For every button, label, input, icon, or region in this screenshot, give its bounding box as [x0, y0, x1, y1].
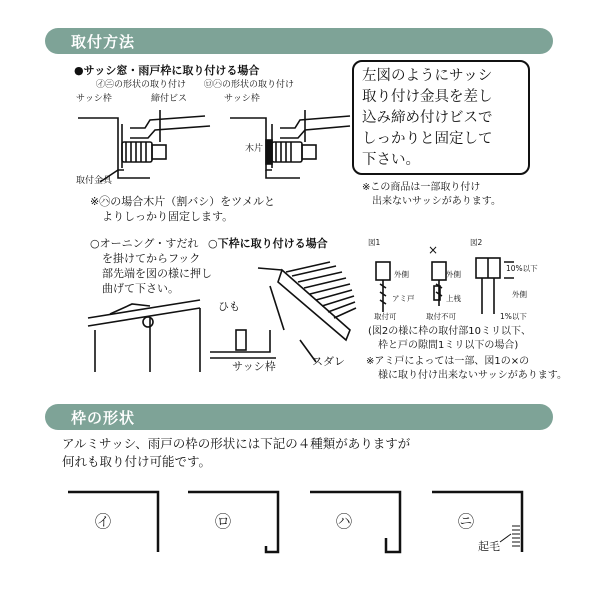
- frame-shape-desc-line-2: 何れも取り付け可能です。: [62, 454, 212, 469]
- awning-note-line-4: 曲げて下さい。: [102, 282, 179, 295]
- screen-door-label: アミ戸: [392, 294, 415, 303]
- wood-label: 木片: [245, 144, 264, 154]
- sash-frame-label-3: サッシ枠: [232, 360, 276, 373]
- lower-frame-heading: ○下枠に取り付ける場合: [208, 237, 328, 250]
- awning-note-line-1: ○オーニング・すだれ: [90, 237, 199, 250]
- instruction-line-1: 左図のようにサッシ: [362, 68, 493, 84]
- outside-label-2: 外側: [446, 270, 461, 279]
- instruction-line-2: 取り付け金具を差し: [362, 89, 493, 105]
- 1mm-label: 1%以下: [500, 312, 527, 321]
- awning-note-line-3: 部先端を図の様に押し: [102, 267, 212, 280]
- frame-shape-ni: [432, 492, 522, 552]
- outside-label-1: 外側: [394, 270, 409, 279]
- section-title-install: 取付方法: [71, 33, 136, 51]
- shape-label-ha: ㋩: [336, 512, 353, 531]
- fig2-note-line-1: (図2の様に枠の取付部10ミリ以下、: [368, 326, 531, 337]
- string-label: ひも: [218, 300, 240, 313]
- section-title-frame-shape: 枠の形状: [71, 409, 136, 427]
- awning-note-line-2: を掛けてからフック: [102, 252, 201, 265]
- fig2-title: 図2: [470, 238, 483, 247]
- frame-shape-ha: [310, 492, 400, 552]
- shape-label-ni: ㋥: [458, 512, 475, 531]
- instruction-line-5: 下さい。: [362, 152, 420, 168]
- bracket-label: 取付金具: [76, 176, 113, 186]
- frame-shape-desc-line-1: アルミサッシ、雨戸の枠の形状には下記の４種類がありますが: [62, 436, 411, 451]
- shape-label-ro: ㋺: [215, 512, 232, 531]
- sudare-label: スダレ: [312, 355, 345, 368]
- screen-note-line-1: ※アミ戸によっては一部、図1の×の: [366, 356, 530, 367]
- screw-label: 締付ビス: [151, 94, 188, 104]
- wood-note-line-2: よりしっかり固定します。: [102, 210, 234, 223]
- shape-label-i: ㋑: [95, 512, 112, 531]
- wood-note-line-1: ※㋩の場合木片（割バシ）をツメルと: [90, 195, 275, 208]
- fig1-ng-mark: ×: [428, 243, 439, 257]
- outside-label-3: 外側: [512, 290, 527, 299]
- frame-shape-ro: [188, 492, 278, 552]
- install-heading: ●サッシ窓・雨戸枠に取り付ける場合: [74, 64, 260, 77]
- ng-label: 取付不可: [426, 312, 456, 321]
- unfit-note-line-2: 出来ないサッシがあります。: [372, 196, 501, 207]
- case-ro-label: ㋺㋩の形状の取り付け: [204, 80, 295, 90]
- sash-frame-label-2: サッシ枠: [224, 94, 260, 104]
- 10mm-label: 10%以下: [506, 264, 538, 273]
- fig1-title: 図1: [368, 238, 381, 247]
- upper-rail-label: 上桟: [446, 294, 461, 303]
- screen-note-line-2: 様に取り付け出来ないサッシがあります。: [378, 370, 567, 381]
- instruction-line-4: しっかりと固定して: [362, 131, 493, 147]
- fuzz-label: 起毛: [478, 540, 500, 553]
- sash-frame-label-1: サッシ枠: [76, 94, 112, 104]
- ok-label: 取付可: [374, 312, 397, 321]
- frame-shape-i: [68, 492, 158, 552]
- fuzz-brush: [512, 526, 520, 546]
- fig2-note-line-2: 枠と戸の隙間1ミリ以下の場合): [378, 340, 519, 351]
- instruction-line-3: 込み締め付けビスで: [362, 110, 493, 126]
- case-i-label: ㋑㋥の形状の取り付け: [96, 80, 187, 90]
- unfit-note-line-1: ※この商品は一部取り付け: [362, 182, 481, 193]
